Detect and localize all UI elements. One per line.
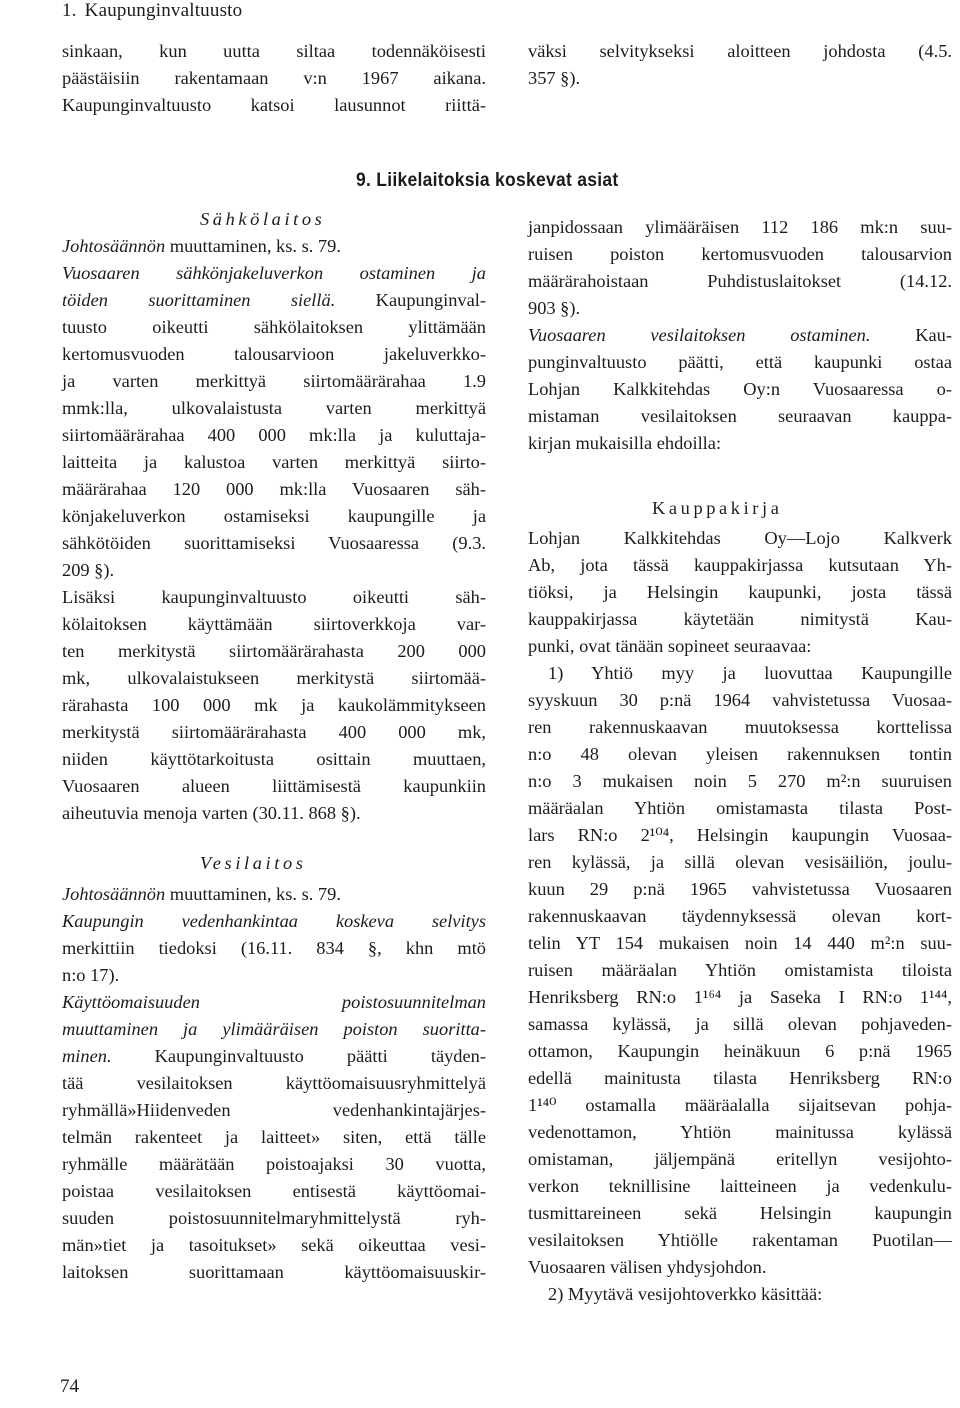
text-line: laitoksen suorittamaan käyttöomaisuuskir- xyxy=(62,1262,486,1282)
text-line: Lohjan Kalkkitehdas Oy:n Vuosaaressa o- xyxy=(528,379,952,399)
text-line: 1) Yhtiö myy ja luovuttaa Kaupungille xyxy=(548,663,952,683)
selvitys-line: n:o 17). xyxy=(62,965,120,985)
text-line: Vuosaaren alueen liittämisestä kaupunkiin xyxy=(62,776,486,796)
text-line: sähkötöiden suorittamiseksi Vuosaaressa (9.3. xyxy=(62,533,486,553)
kayttoomaisuus-rest: Kaupunginvaltuusto päätti täyden- xyxy=(111,1046,486,1066)
sahkolaitos-heading: Sähkölaitos xyxy=(200,209,326,229)
text-line: syyskuun 30 p:nä 1964 vahvistetussa Vuosaa- xyxy=(528,690,952,710)
kauppakirja-heading: Kauppakirja xyxy=(652,498,783,518)
text-line: päästäisiin rakentamaan v:n 1967 aikana. xyxy=(62,68,486,88)
text-line: niiden käyttötarkoitusta osittain muuttaen, xyxy=(62,749,486,769)
text-line: 357 §). xyxy=(528,68,581,88)
text-line: n:o 48 olevan yleisen rakennuksen tontin xyxy=(528,744,952,764)
text-line: tuusto oikeutti sähkölaitoksen ylittämään xyxy=(62,317,486,337)
text-line: telin YT 154 mukaisen noin 14 440 m²:n suu- xyxy=(528,933,952,953)
text-line: telmän rakenteet ja laitteet» siten, että tälle xyxy=(62,1127,486,1147)
text-line: kirjan mukaisilla ehdoilla: xyxy=(528,433,722,453)
text-line: kauppakirjassa käytetään nimitystä Kau- xyxy=(528,609,952,629)
text-line: 209 §). xyxy=(62,560,115,580)
text-line: vesilaitoksen Yhtiölle rakentaman Puotilan— xyxy=(528,1230,952,1250)
text-line: n:o 3 mukaisen noin 5 270 m²:n suuruisen xyxy=(528,771,952,791)
text-line: ryhmällä»Hiidenveden vedenhankintajärjes- xyxy=(62,1100,486,1120)
text-line: suuden poistosuunnitelmaryhmittelystä ryh- xyxy=(62,1208,486,1228)
kayttoomaisuus-line xyxy=(62,1043,486,1070)
text-line: mk, ulkovalaistukseen merkitystä siirtomää- xyxy=(62,668,486,688)
text-line: ren rakennuskaavan muutoksessa korttelissa xyxy=(528,717,952,737)
text-line: lars RN:o 2¹⁰⁴, Helsingin kaupungin Vuosaa- xyxy=(528,825,952,845)
text-line: omistaman, jäljempänä eritellyn vesijohto- xyxy=(528,1149,952,1169)
vuosaari-title-rest: Kaupunginval- xyxy=(335,290,486,310)
text-line: könjakeluverkon ostamiseksi kaupungille ja xyxy=(62,506,486,526)
text-line: vedenottamon, Yhtiön mainitussa kylässä xyxy=(528,1122,952,1142)
text-line: ryhmälle määrätään poistoajaksi 30 vuotta, xyxy=(62,1154,486,1174)
vesilaitos-osto-italic: Vuosaaren vesilaitoksen ostaminen. xyxy=(528,325,871,345)
text-line: Lohjan Kalkkitehdas Oy—Lojo Kalkverk xyxy=(528,528,952,548)
text-line: 903 §). xyxy=(528,298,581,318)
chapter-title: Kaupunginvaltuusto xyxy=(84,0,243,21)
text-line: samassa kylässä, ja sillä olevan pohjaveden- xyxy=(528,1014,952,1034)
vuosaari-title-italic: töiden suorittaminen siellä. xyxy=(62,290,336,310)
text-line: 2) Myytävä vesijohtoverkko käsittää: xyxy=(548,1284,823,1304)
kayttoomaisuus-line: muuttaminen ja ylimääräisen poiston suoritta- xyxy=(62,1019,486,1039)
text-line: kölaitoksen käyttämään siirtoverkkoja var- xyxy=(62,614,486,634)
text-line: laitteita ja kalustoa varten merkittyä siirto- xyxy=(62,452,486,472)
vuosaari-title-line xyxy=(62,287,486,314)
text-line: väksi selvitykseksi aloitteen johdosta (4.5. xyxy=(528,41,952,61)
text-line: ren kylässä, ja sillä olevan vesisäiliön, joulu- xyxy=(528,852,952,872)
text-line: verkon teknillisine laitteineen ja vedenkulu- xyxy=(528,1176,952,1196)
vesilaitos-heading: Vesilaitos xyxy=(200,853,307,873)
text-line: tää vesilaitoksen käyttöomaisuusryhmittelyä xyxy=(62,1073,486,1093)
selvitys-italic: Kaupungin vedenhankintaa koskeva selvitys xyxy=(62,911,486,931)
text-line: määrärahoistaan Puhdistuslaitokset (14.12. xyxy=(528,271,952,291)
text-line: määrärahaa 120 000 mk:lla Vuosaaren säh- xyxy=(62,479,486,499)
vesilaitos-osto-rest: Kau- xyxy=(870,325,952,345)
text-line: siirtomäärärahaa 400 000 mk:lla ja kuluttaja- xyxy=(62,425,486,445)
text-line: ruisen poiston kertomusvuoden talousarvion xyxy=(528,244,952,264)
text-line: 1¹⁴⁰ ostamalla määräalalla sijaitsevan pohja- xyxy=(528,1095,952,1115)
text-line: tiöksi, ja Helsingin kaupunki, josta tässä xyxy=(528,582,952,602)
johtosaanto-line xyxy=(62,881,486,908)
text-line: kertomusvuoden talousarvioon jakeluverkko- xyxy=(62,344,486,364)
text-line: edellä mainitusta tilasta Henriksberg RN:o xyxy=(528,1068,952,1088)
text-line: poistaa vesilaitoksen entisestä käyttöomai- xyxy=(62,1181,486,1201)
chapter-number: 1. xyxy=(62,0,77,21)
text-line: ja varten merkittyä siirtomäärärahaa 1.9 xyxy=(62,371,486,391)
text-line: merkitystä siirtomäärärahasta 400 000 mk, xyxy=(62,722,486,742)
text-line: mmk:lla, ulkovalaistusta varten merkittyä xyxy=(62,398,486,418)
kayttoomaisuus-italic: minen. xyxy=(62,1046,112,1066)
text-line: Kaupunginvaltuusto katsoi lausunnot riittä- xyxy=(62,95,486,115)
text-line: ten merkitystä siirtomäärärahasta 200 000 xyxy=(62,641,486,661)
left-column xyxy=(62,206,486,1286)
text-line: tusmittareineen sekä Helsingin kaupungin xyxy=(528,1203,952,1223)
page-number: 74 xyxy=(60,1376,79,1397)
text-line: Vuosaaren välisen yhdysjohdon. xyxy=(528,1257,767,1277)
johtosaanto-line xyxy=(62,233,486,260)
vesilaitos-osto-line xyxy=(528,322,952,349)
text-line: kuun 29 p:nä 1965 vahvistetussa Vuosaaren xyxy=(528,879,952,899)
left-top-block xyxy=(62,38,486,119)
selvitys-line xyxy=(62,908,486,935)
johtosaanto-rest: muuttaminen, ks. s. 79. xyxy=(165,236,341,256)
text-line: aiheutuvia menoja varten (30.11. 868 §). xyxy=(62,803,361,823)
kayttoomaisuus-line: Käyttöomaisuuden poistosuunnitelman xyxy=(62,992,486,1012)
text-line: rakennuskaavan täydennyksessä olevan kort- xyxy=(528,906,952,926)
text-line: punginvaltuusto päätti, että kaupunki ostaa xyxy=(528,352,952,372)
text-line: määräalan Yhtiön omistamasta tilasta Post- xyxy=(528,798,952,818)
text-line: Ab, jota tässä kauppakirjassa kutsutaan Yh- xyxy=(528,555,952,575)
text-line: janpidossaan ylimääräisen 112 186 mk:n suu- xyxy=(528,217,952,237)
text-line: ottamon, Kaupungin heinäkuun 6 p:nä 1965 xyxy=(528,1041,952,1061)
text-line: rärahasta 100 000 mk ja kaukolämmitykseen xyxy=(62,695,486,715)
vuosaari-title-line: Vuosaaren sähkönjakeluverkon ostaminen ja xyxy=(62,263,486,283)
johtosaanto-italic: Johtosäännön xyxy=(62,884,166,904)
text-line: punki, ovat tänään sopineet seuraavaa: xyxy=(528,636,812,656)
text-line: Lisäksi kaupunginvaltuusto oikeutti säh- xyxy=(62,587,486,607)
selvitys-line: merkittiin tiedoksi (16.11. 834 §, khn mtö xyxy=(62,938,486,958)
johtosaanto-rest: muuttaminen, ks. s. 79. xyxy=(165,884,341,904)
text-line: mistaman vesilaitoksen seuraavan kauppa- xyxy=(528,406,952,426)
text-line: Henriksberg RN:o 1¹⁶⁴ ja Saseka I RN:o 1¹⁴⁴, xyxy=(528,987,952,1007)
running-head xyxy=(62,0,242,22)
text-line: ruisen määräalan Yhtiön omistamista tiloista xyxy=(528,960,952,980)
right-top-block xyxy=(528,38,952,92)
text-line: män»tiet ja tasoitukset» sekä oikeuttaa vesi- xyxy=(62,1235,486,1255)
johtosaanto-italic: Johtosäännön xyxy=(62,236,166,256)
right-column xyxy=(528,214,952,1308)
section-heading: 9. Liikelaitoksia koskevat asiat xyxy=(356,170,619,191)
text-line: sinkaan, kun uutta siltaa todennäköisesti xyxy=(62,41,486,61)
